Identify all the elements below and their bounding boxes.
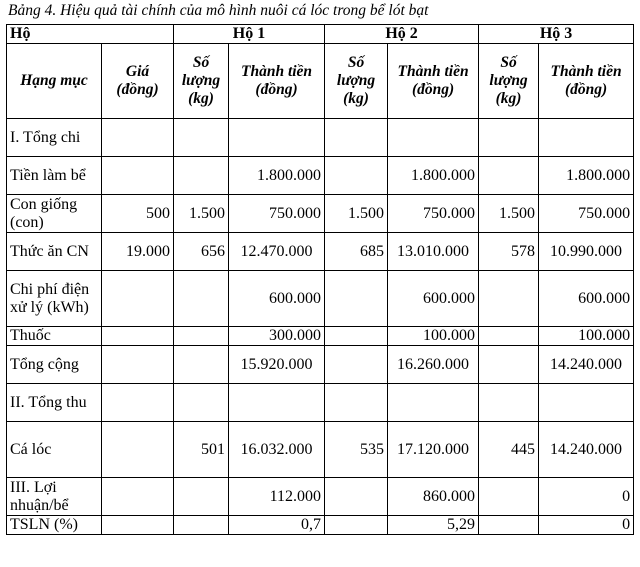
cell-so-luong-1: 501 bbox=[174, 422, 229, 478]
header-thanh-tien-3: Thành tiền (đồng) bbox=[539, 44, 634, 119]
cell-thanh-tien-3 bbox=[539, 384, 634, 422]
cell-so-luong-2: 1.500 bbox=[325, 195, 388, 233]
table-row bbox=[7, 346, 634, 384]
header-row-groups bbox=[7, 25, 634, 44]
cell-thanh-tien-1: 16.032.000 bbox=[229, 422, 325, 478]
cell-thanh-tien-2: 13.010.000 bbox=[388, 233, 479, 271]
header-hang-muc: Hạng mục bbox=[7, 44, 102, 119]
cell-thanh-tien-1: 600.000 bbox=[229, 271, 325, 327]
cell-thanh-tien-2: 100.000 bbox=[388, 327, 479, 346]
cell-thanh-tien-3: 14.240.000 bbox=[539, 422, 634, 478]
cell-so-luong-2 bbox=[325, 327, 388, 346]
cell-thanh-tien-2: 17.120.000 bbox=[388, 422, 479, 478]
row-label: TSLN (%) bbox=[7, 516, 102, 535]
row-label: I. Tổng chi bbox=[7, 119, 102, 157]
cell-so-luong-1 bbox=[174, 271, 229, 327]
table-caption: Bảng 4. Hiệu quả tài chính của mô hình nuôi cá lóc trong bể lót bạt bbox=[8, 2, 429, 19]
table-row bbox=[7, 327, 634, 346]
cell-thanh-tien-1: 0,7 bbox=[229, 516, 325, 535]
cell-so-luong-1 bbox=[174, 384, 229, 422]
header-ho-1: Hộ 1 bbox=[174, 25, 325, 44]
cell-thanh-tien-2: 750.000 bbox=[388, 195, 479, 233]
cell-so-luong-1 bbox=[174, 327, 229, 346]
cell-thanh-tien-3: 0 bbox=[539, 478, 634, 516]
row-label: Tổng cộng bbox=[7, 346, 102, 384]
cell-gia bbox=[102, 271, 174, 327]
table-row bbox=[7, 478, 634, 516]
cell-gia: 19.000 bbox=[102, 233, 174, 271]
cell-so-luong-3 bbox=[479, 346, 539, 384]
cell-so-luong-2 bbox=[325, 119, 388, 157]
cell-gia bbox=[102, 516, 174, 535]
cell-so-luong-2: 535 bbox=[325, 422, 388, 478]
cell-thanh-tien-2: 600.000 bbox=[388, 271, 479, 327]
cell-so-luong-3: 578 bbox=[479, 233, 539, 271]
cell-thanh-tien-1: 15.920.000 bbox=[229, 346, 325, 384]
cell-thanh-tien-1: 1.800.000 bbox=[229, 157, 325, 195]
cell-gia bbox=[102, 478, 174, 516]
row-label: III. Lợi nhuận/bể bbox=[7, 478, 102, 516]
cell-thanh-tien-2 bbox=[388, 119, 479, 157]
cell-so-luong-1 bbox=[174, 346, 229, 384]
cell-gia: 500 bbox=[102, 195, 174, 233]
cell-thanh-tien-3 bbox=[539, 119, 634, 157]
cell-thanh-tien-1: 12.470.000 bbox=[229, 233, 325, 271]
table-row bbox=[7, 422, 634, 478]
cell-so-luong-1 bbox=[174, 157, 229, 195]
row-label: Thuốc bbox=[7, 327, 102, 346]
cell-so-luong-1 bbox=[174, 119, 229, 157]
cell-gia bbox=[102, 157, 174, 195]
table-row bbox=[7, 119, 634, 157]
table-row bbox=[7, 233, 634, 271]
header-ho-3: Hộ 3 bbox=[479, 25, 634, 44]
cell-thanh-tien-3: 750.000 bbox=[539, 195, 634, 233]
cell-thanh-tien-1: 300.000 bbox=[229, 327, 325, 346]
cell-thanh-tien-3: 14.240.000 bbox=[539, 346, 634, 384]
cell-so-luong-2 bbox=[325, 384, 388, 422]
row-label: Tiền làm bể bbox=[7, 157, 102, 195]
cell-thanh-tien-3: 100.000 bbox=[539, 327, 634, 346]
cell-so-luong-1: 656 bbox=[174, 233, 229, 271]
financial-table bbox=[6, 24, 634, 535]
cell-thanh-tien-2: 16.260.000 bbox=[388, 346, 479, 384]
cell-so-luong-3 bbox=[479, 327, 539, 346]
cell-gia bbox=[102, 346, 174, 384]
cell-so-luong-1 bbox=[174, 478, 229, 516]
cell-gia bbox=[102, 119, 174, 157]
cell-so-luong-3 bbox=[479, 384, 539, 422]
cell-thanh-tien-2: 860.000 bbox=[388, 478, 479, 516]
cell-thanh-tien-3: 600.000 bbox=[539, 271, 634, 327]
cell-thanh-tien-1 bbox=[229, 119, 325, 157]
cell-so-luong-3 bbox=[479, 157, 539, 195]
cell-so-luong-2: 685 bbox=[325, 233, 388, 271]
cell-so-luong-3 bbox=[479, 516, 539, 535]
row-label: Cá lóc bbox=[7, 422, 102, 478]
table-row bbox=[7, 516, 634, 535]
cell-so-luong-3: 1.500 bbox=[479, 195, 539, 233]
table-row bbox=[7, 195, 634, 233]
cell-so-luong-3 bbox=[479, 119, 539, 157]
header-ho: Hộ bbox=[7, 25, 174, 44]
cell-so-luong-1 bbox=[174, 516, 229, 535]
header-so-luong-2: Số lượng (kg) bbox=[325, 44, 388, 119]
row-label: Chi phí điện xử lý (kWh) bbox=[7, 271, 102, 327]
header-thanh-tien-2: Thành tiền (đồng) bbox=[388, 44, 479, 119]
cell-so-luong-2 bbox=[325, 271, 388, 327]
cell-thanh-tien-3: 0 bbox=[539, 516, 634, 535]
cell-so-luong-2 bbox=[325, 346, 388, 384]
cell-so-luong-1: 1.500 bbox=[174, 195, 229, 233]
header-thanh-tien-1: Thành tiền (đồng) bbox=[229, 44, 325, 119]
header-so-luong-3: Số lượng (kg) bbox=[479, 44, 539, 119]
header-row-columns bbox=[7, 44, 634, 119]
table-row bbox=[7, 384, 634, 422]
row-label: II. Tổng thu bbox=[7, 384, 102, 422]
cell-thanh-tien-2: 5,29 bbox=[388, 516, 479, 535]
cell-thanh-tien-2 bbox=[388, 384, 479, 422]
cell-thanh-tien-1 bbox=[229, 384, 325, 422]
header-so-luong-1: Số lượng (kg) bbox=[174, 44, 229, 119]
cell-so-luong-3 bbox=[479, 478, 539, 516]
cell-thanh-tien-1: 112.000 bbox=[229, 478, 325, 516]
cell-so-luong-3: 445 bbox=[479, 422, 539, 478]
cell-gia bbox=[102, 422, 174, 478]
cell-so-luong-2 bbox=[325, 516, 388, 535]
cell-gia bbox=[102, 327, 174, 346]
row-label: Thức ăn CN bbox=[7, 233, 102, 271]
table-row bbox=[7, 271, 634, 327]
table-row bbox=[7, 157, 634, 195]
cell-thanh-tien-1: 750.000 bbox=[229, 195, 325, 233]
cell-so-luong-2 bbox=[325, 478, 388, 516]
cell-thanh-tien-2: 1.800.000 bbox=[388, 157, 479, 195]
cell-so-luong-2 bbox=[325, 157, 388, 195]
cell-gia bbox=[102, 384, 174, 422]
cell-so-luong-3 bbox=[479, 271, 539, 327]
header-gia: Giá (đồng) bbox=[102, 44, 174, 119]
header-ho-2: Hộ 2 bbox=[325, 25, 479, 44]
cell-thanh-tien-3: 10.990.000 bbox=[539, 233, 634, 271]
row-label: Con giống (con) bbox=[7, 195, 102, 233]
cell-thanh-tien-3: 1.800.000 bbox=[539, 157, 634, 195]
